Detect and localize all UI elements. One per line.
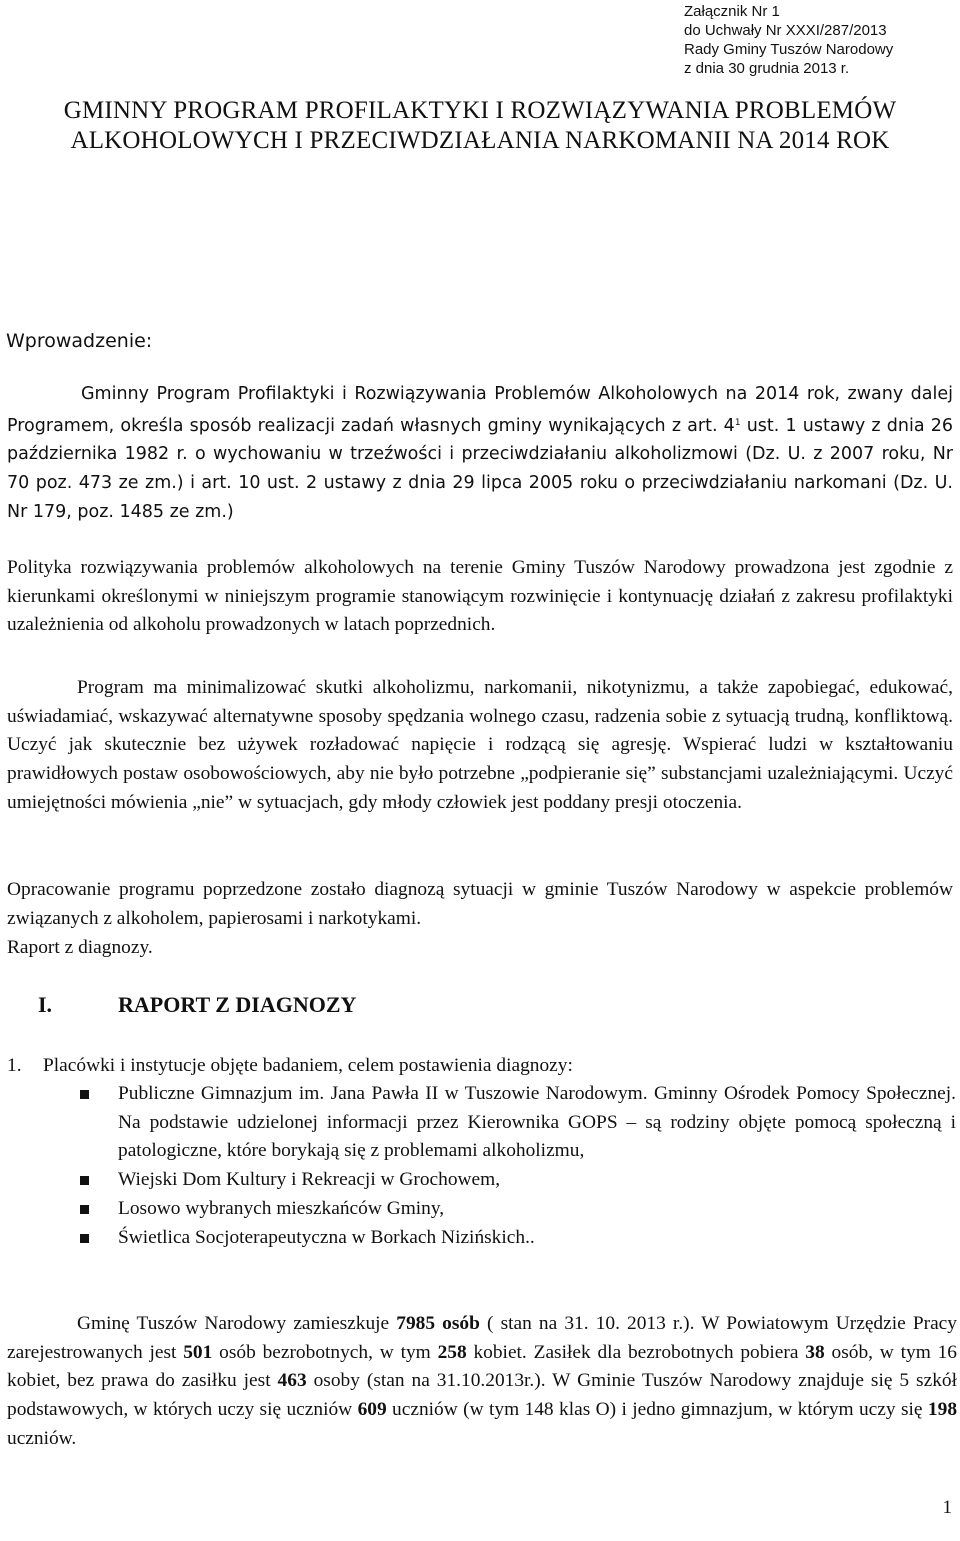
- section-title: RAPORT Z DIAGNOZY: [118, 992, 357, 1017]
- raport-heading: [38, 992, 356, 1018]
- list-item: [80, 1166, 956, 1195]
- population-count: 7985 osób: [396, 1313, 480, 1334]
- list-item: [80, 1224, 956, 1253]
- intro-text: Gminny Program Profilaktyki i Rozwiązywania Problemów Alkoholowych na 2014 rok, zwany dalej Programem, określa sposób realizacji zadań własnych gminy wynikających z art. 4: [7, 384, 953, 436]
- list-item: [80, 1080, 956, 1166]
- stats-text: kobiet. Zasiłek dla bezrobotnych pobiera: [466, 1341, 806, 1363]
- square-bullet-icon: [80, 1205, 89, 1214]
- attachment-note: [684, 2, 893, 78]
- item-text: Placówki i instytucje objęte badaniem, celem postawienia diagnozy:: [43, 1055, 573, 1076]
- page-number: 1: [942, 1497, 952, 1518]
- section-number: I.: [38, 992, 53, 1017]
- institutions-list: [80, 1080, 956, 1252]
- stats-text: ( stan na 31. 10. 2013 r.). W Powiatowym Urzędzie Pracy zarejestrowanych jest: [7, 1313, 957, 1363]
- statistics-paragraph: [7, 1310, 957, 1454]
- stats-text: Gminę Tuszów Narodowy zamieszkuje: [77, 1313, 397, 1334]
- superscript: 1: [734, 417, 741, 428]
- document-title: [0, 96, 960, 156]
- attachment-line: Rady Gminy Tuszów Narodowy: [684, 41, 894, 58]
- program-goals-paragraph: [7, 674, 953, 818]
- title-line: ALKOHOLOWYCH I PRZECIWDZIAŁANIA NARKOMANII NA 2014 ROK: [70, 127, 890, 154]
- list-item-text: Losowo wybranych mieszkańców Gminy,: [118, 1197, 445, 1219]
- square-bullet-icon: [80, 1090, 89, 1099]
- stats-text: osób bezrobotnych, w tym: [212, 1341, 438, 1363]
- title-line: GMINNY PROGRAM PROFILAKTYKI I ROZWIĄZYWANIA PROBLEMÓW: [63, 97, 897, 124]
- attachment-line: do Uchwały Nr XXXI/287/2013: [684, 22, 887, 39]
- diagnosis-paragraph: Opracowanie programu poprzedzone zostało diagnozą sytuacji w gminie Tuszów Narodowy w aspekcie problemów związanych z alkoholem, papierosami i narkotykami.: [7, 879, 953, 929]
- attachment-line: z dnia 30 grudnia 2013 r.: [684, 60, 850, 77]
- no-benefit-count: 463: [277, 1370, 307, 1392]
- list-item-text: Wiejski Dom Kultury i Rekreacji w Grochowem,: [118, 1169, 501, 1191]
- stats-text: osób, w tym 16 kobiet, bez prawa do zasiłku jest: [7, 1341, 957, 1392]
- section-item-1: [7, 1052, 573, 1080]
- square-bullet-icon: [80, 1234, 89, 1243]
- stats-text: osoby (stan na 31.10.2013r.). W Gminie Tuszów Narodowy znajduje się 5 szkół podstawowych, w których uczy się uczniów: [7, 1370, 957, 1421]
- attachment-line: Załącznik Nr 1: [684, 3, 780, 20]
- list-item-text: Publiczne Gimnazjum im. Jana Pawła II w Tuszowie Narodowym. Gminny Ośrodek Pomocy Społecznej. Na podstawie udzielonej informacji przez Kierownika GOPS – są rodziny objęte pomocą społeczną i patologiczne, które borykają się z problemami alkoholizmu,: [118, 1083, 956, 1162]
- policy-paragraph: Polityka rozwiązywania problemów alkoholowych na terenie Gminy Tuszów Narodowy prowadzona jest zgodnie z kierunkami określonymi w niniejszym programie stanowiącym rozwinięcie i kontynuację działań z zakresu profilaktyki uzależnienia od alkoholu prowadzonych w latach poprzednich.: [7, 557, 953, 636]
- intro-text-continued: ust. 1 ustawy z dnia 26 października 1982 r. o wychowaniu w trzeźwości i przeciwdziałaniu alkoholizmowi (Dz. U. z 2007 roku, Nr 70 poz. 473 ze zm.) i art. 10 ust. 2 ustawy z dnia 29 lipca 2005 roku o przeciwdziałaniu narkomani (Dz. U. Nr 179, poz. 1485 ze zm.): [7, 415, 953, 522]
- intro-heading: Wprowadzenie:: [6, 330, 153, 352]
- item-number: 1.: [7, 1055, 22, 1076]
- raport-intro: Raport z diagnozy.: [7, 937, 153, 958]
- primary-pupils-count: 609: [357, 1399, 387, 1421]
- unemployed-women-count: 258: [437, 1341, 467, 1363]
- list-item: [80, 1195, 956, 1224]
- program-goals-text: Program ma minimalizować skutki alkoholizmu, narkomanii, nikotynizmu, a także zapobiegać, edukować, uświadamiać, wskazywać alternatywne sposoby spędzania wolnego czasu, radzenia sobie z sytuacją trudną, konfliktową. Uczyć jak skutecznie bez używek rozładować napięcie i rodzącą się agresję. Wspierać ludzi w kształtowaniu prawidłowych postaw osobowościowych, aby nie było potrzebne „podpieranie się” substancjami uzależniającymi. Uczyć umiejętności mówienia „nie” w sytuacjach, gdy młody człowiek jest poddany presji otoczenia.: [7, 677, 953, 813]
- benefit-count: 38: [805, 1341, 825, 1363]
- intro-paragraph: [7, 380, 953, 527]
- gimnazjum-pupils-count: 198: [927, 1399, 958, 1421]
- square-bullet-icon: [80, 1176, 89, 1185]
- stats-text: uczniów.: [7, 1427, 77, 1449]
- stats-text: uczniów (w tym 148 klas O) i jedno gimnazjum, w którym uczy się: [386, 1399, 928, 1421]
- unemployed-count: 501: [183, 1341, 213, 1363]
- list-item-text: Świetlica Socjoterapeutyczna w Borkach Nizińskich..: [118, 1226, 535, 1248]
